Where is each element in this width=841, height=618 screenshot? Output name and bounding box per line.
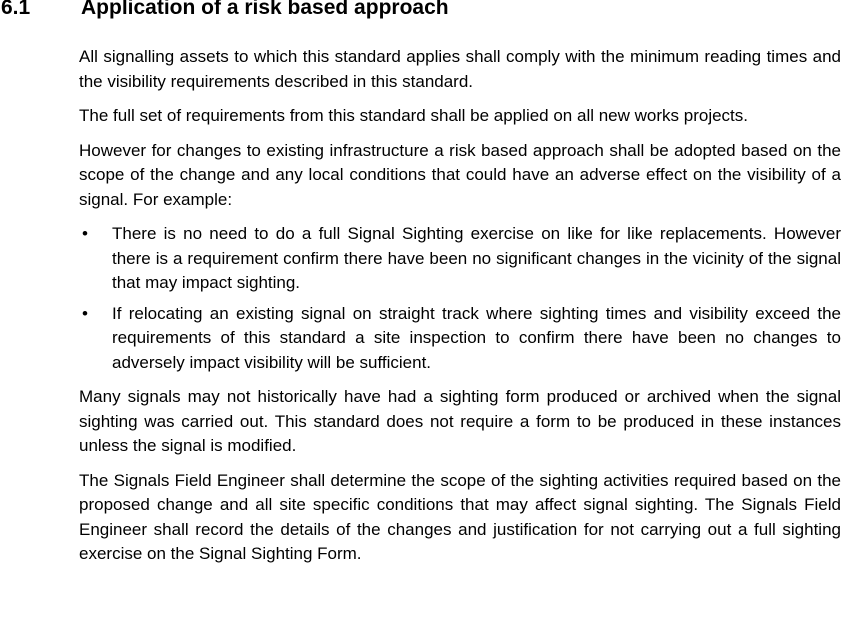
section-number: 6.1 bbox=[1, 0, 31, 19]
list-item-text: If relocating an existing signal on straight track where sighting times and visibility exceed the requirements of this standard a site inspection to confirm there have been no changes to adversely impact visibility will be sufficient. bbox=[112, 303, 841, 372]
paragraph-risk-approach: However for changes to existing infrastructure a risk based approach shall be adopted based on the scope of the change and any local conditions that could have an adverse effect on the visibility of a signal. For example: bbox=[79, 140, 841, 209]
paragraph-scope: All signalling assets to which this standard applies shall comply with the minimum reading times and the visibility requirements described in this standard. bbox=[79, 47, 841, 91]
section-body bbox=[79, 45, 841, 577]
list-item bbox=[79, 302, 841, 376]
section-title: Application of a risk based approach bbox=[81, 0, 449, 19]
list-item-text: There is no need to do a full Signal Sighting exercise on like for like replacements. However there is a requirement confirm there have been no significant changes in the vicinity of the signal that may impact sighting. bbox=[112, 224, 841, 292]
paragraph-new-works: The full set of requirements from this standard shall be applied on all new works projects. bbox=[79, 106, 748, 125]
example-list bbox=[79, 222, 841, 375]
paragraph-field-engineer: The Signals Field Engineer shall determine the scope of the sighting activities required based on the proposed change and all site specific conditions that may affect signal sighting. The Signals Field Engineer shall record the details of the changes and justification for not carrying out a full sighting exercise on the Signal Sighting Form. bbox=[79, 470, 841, 563]
list-item bbox=[79, 222, 841, 296]
bullet-icon: • bbox=[82, 224, 88, 243]
bullet-icon: • bbox=[82, 303, 88, 323]
paragraph-historical-forms: Many signals may not historically have had a sighting form produced or archived when the signal sighting was carried out. This standard does not require a form to be produced in these instances unless the signal is modified. bbox=[79, 387, 841, 455]
